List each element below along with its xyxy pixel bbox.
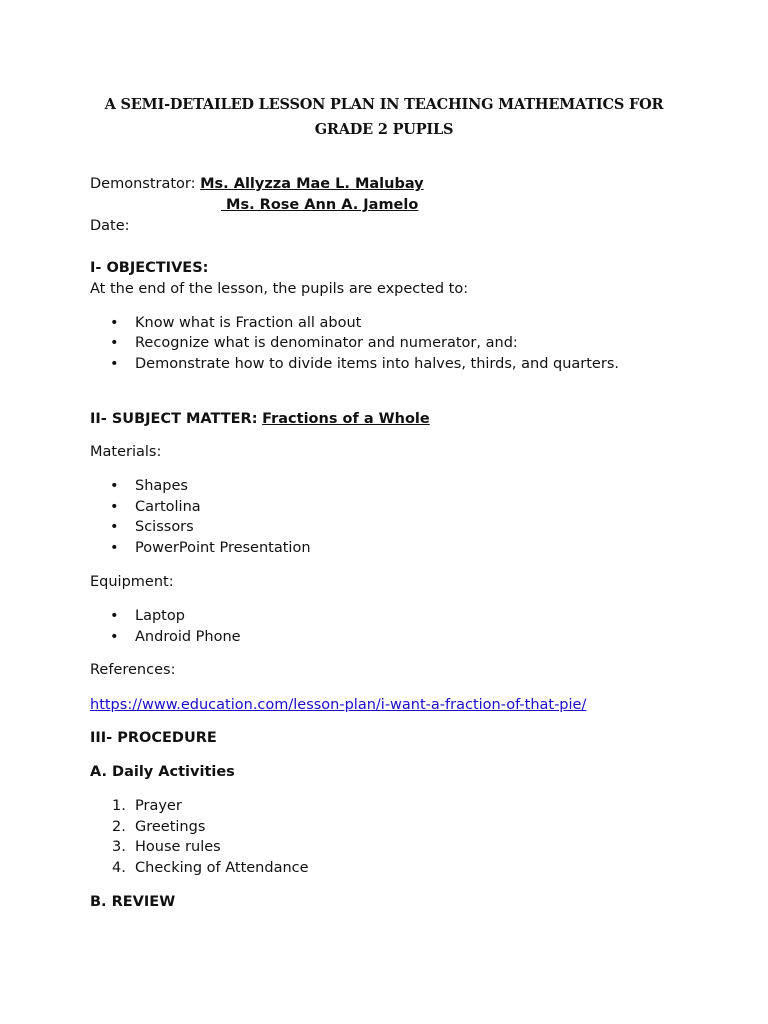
procedure-heading: III- PROCEDURE [90,730,217,746]
reference-link[interactable]: https://www.education.com/lesson-plan/i-want-a-fraction-of-that-pie/ [90,697,587,713]
review-heading: B. REVIEW [90,894,176,910]
list-item [110,627,241,647]
reference-line [90,695,586,715]
list-item [110,517,194,537]
list-item [112,817,205,837]
list-item [110,333,518,353]
objective-text: Know what is Fraction all about [135,315,362,331]
equipment-text: Laptop [135,608,185,624]
equipment-label: Equipment: [90,574,174,590]
bullet-marker: • [110,540,119,556]
list-number: 4. [112,860,126,876]
date-label: Date: [90,218,130,234]
material-text: Cartolina [135,499,201,515]
title-line-1: A SEMI-DETAILED LESSON PLAN IN TEACHING MATHEMATICS FOR [104,96,664,113]
list-item [110,538,311,558]
bullet-marker: • [110,629,119,645]
material-text: Shapes [135,478,188,494]
list-item [110,354,619,374]
bullet-marker: • [110,499,119,515]
list-item [110,497,201,517]
list-item [110,606,185,626]
list-item [112,837,221,857]
bullet-marker: • [110,608,119,624]
objectives-heading: I- OBJECTIVES: [90,260,209,276]
demonstrator-line-2 [221,195,418,215]
list-item [112,858,309,878]
list-number: 3. [112,839,126,855]
bullet-marker: • [110,519,119,535]
demonstrator-line [90,174,424,194]
list-item [110,476,188,496]
subject-matter-line [90,409,430,429]
demonstrator-name-1: Ms. Allyzza Mae L. Malubay [200,176,424,192]
objectives-intro: At the end of the lesson, the pupils are expected to: [90,281,469,297]
demonstrator-label: Demonstrator: [90,176,196,192]
title-line-2: GRADE 2 PUPILS [314,121,454,138]
references-label: References: [90,662,176,678]
objective-text: Recognize what is denominator and numerator, and: [135,335,518,351]
document-title [0,92,768,142]
activity-text: Checking of Attendance [135,860,309,876]
bullet-marker: • [110,478,119,494]
objective-text: Demonstrate how to divide items into halves, thirds, and quarters. [135,356,619,372]
list-number: 1. [112,798,126,814]
materials-label: Materials: [90,444,162,460]
list-number: 2. [112,819,126,835]
demonstrator-name-2: Ms. Rose Ann A. Jamelo [221,197,419,213]
subject-matter-heading: II- SUBJECT MATTER: [90,411,258,427]
material-text: PowerPoint Presentation [135,540,311,556]
daily-activities-heading: A. Daily Activities [90,764,235,780]
subject-matter-topic: Fractions of a Whole [262,411,430,427]
bullet-marker: • [110,335,119,351]
list-item [110,313,361,333]
list-item [112,796,182,816]
bullet-marker: • [110,315,119,331]
bullet-marker: • [110,356,119,372]
equipment-text: Android Phone [135,629,241,645]
activity-text: Prayer [135,798,182,814]
activity-text: Greetings [135,819,206,835]
activity-text: House rules [135,839,221,855]
material-text: Scissors [135,519,194,535]
